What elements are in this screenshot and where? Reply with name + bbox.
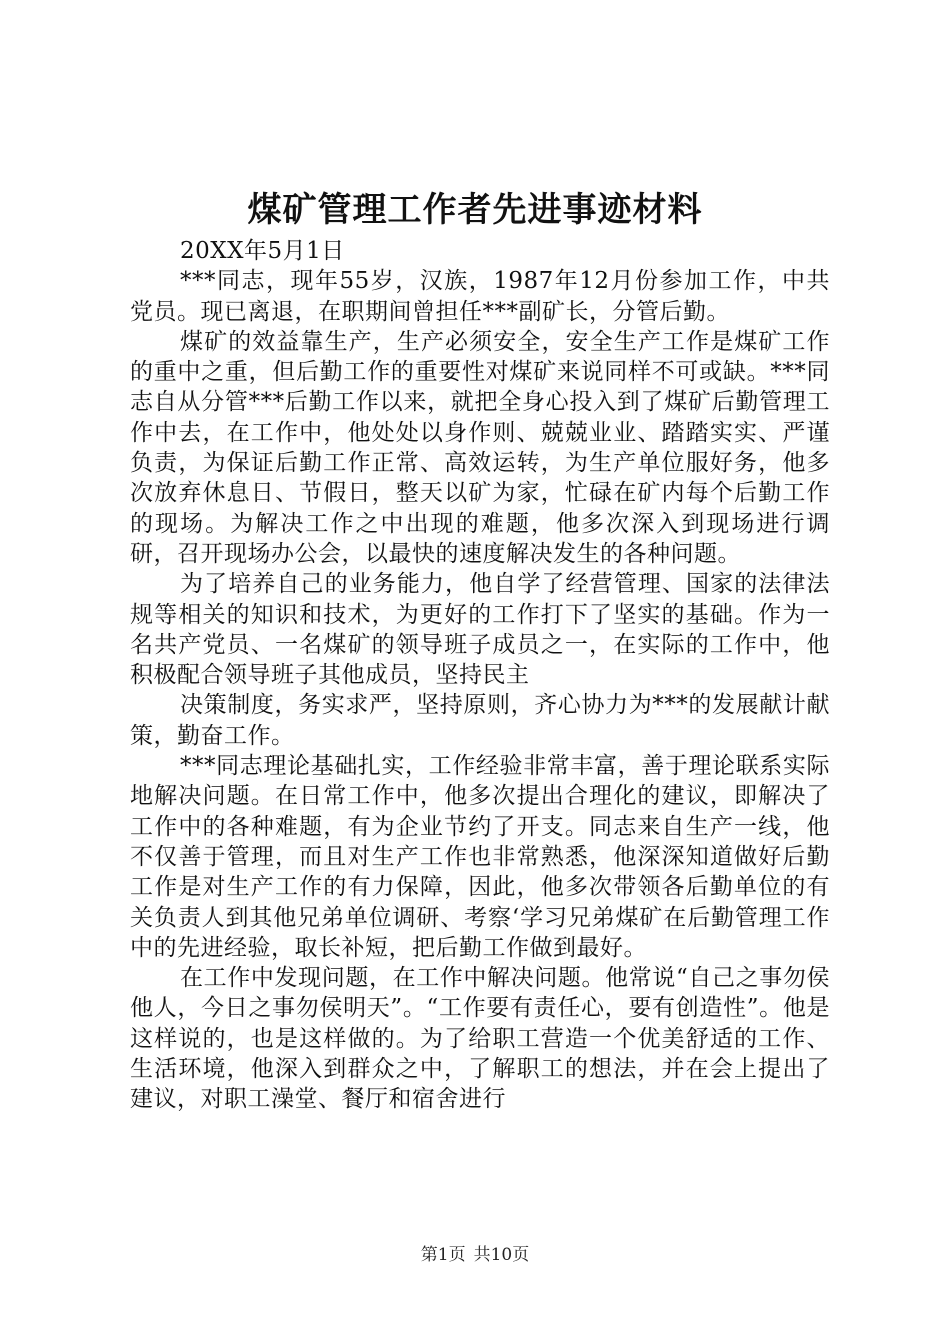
page-total: 共10页: [473, 1245, 530, 1265]
page-footer: [0, 1243, 950, 1267]
document-body: [130, 236, 830, 1115]
paragraph-6: 在工作中发现问题，在工作中解决问题。他常说“自己之事勿侯他人，今日之事勿侯明天”。“工作要有责任心，要有创造性”。他是这样说的，也是这样做的。为了给职工营造一个优美舒适的工作、生活环境，他深入到群众之中，了解职工的想法，并在会上提出了建议，对职工澡堂、餐厅和宿舍进行: [130, 965, 830, 1113]
paragraph-2: 煤矿的效益靠生产，生产必须安全，安全生产工作是煤矿工作的重中之重，但后勤工作的重要性对煤矿来说同样不可或缺。***同志自从分管***后勤工作以来，就把全身心投入到了煤矿后勤管理工作中去，在工作中，他处处以身作则、兢兢业业、踏踏实实、严谨负责，为保证后勤工作正常、高效运转，为生产单位服好务，他多次放弃休息日、节假日，整天以矿为家，忙碌在矿内每个后勤工作的现场。为解决工作之中出现的难题，他多次深入到现场进行调研，召开现场办公会，以最快的速度解决发生的各种问题。: [130, 328, 830, 567]
date-line: 20XX年5月1日: [180, 238, 345, 264]
paragraph-5: ***同志理论基础扎实，工作经验非常丰富，善于理论联系实际地解决问题。在日常工作中，他多次提出合理化的建议，即解决了工作中的各种难题，有为企业节约了开支。同志来自生产一线，他不仅善于管理，而且对生产工作也非常熟悉，他深深知道做好后勤工作是对生产工作的有力保障，因此，他多次带领各后勤单位的有关负责人到其他兄弟单位调研、考察‘学习兄弟煤矿在后勤管理工作中的先进经验，取长补短，把后勤工作做到最好。: [130, 753, 830, 961]
paragraph-3: 为了培养自己的业务能力，他自学了经营管理、国家的法律法规等相关的知识和技术，为更好的工作打下了坚实的基础。作为一名共产党员、一名煤矿的领导班子成员之一，在实际的工作中，他积极配合领导班子其他成员，坚持民主: [130, 571, 830, 689]
document-title: 煤矿管理工作者先进事迹材料: [247, 190, 703, 230]
paragraph-4: 决策制度，务实求严，坚持原则，齐心协力为***的发展献计献策，勤奋工作。: [130, 692, 830, 749]
paragraph-1: ***同志，现年55岁，汉族，1987年12月份参加工作，中共党员。现已离退，在职期间曾担任***副矿长，分管后勤。: [130, 268, 830, 325]
page-number: 第1页: [420, 1245, 466, 1265]
